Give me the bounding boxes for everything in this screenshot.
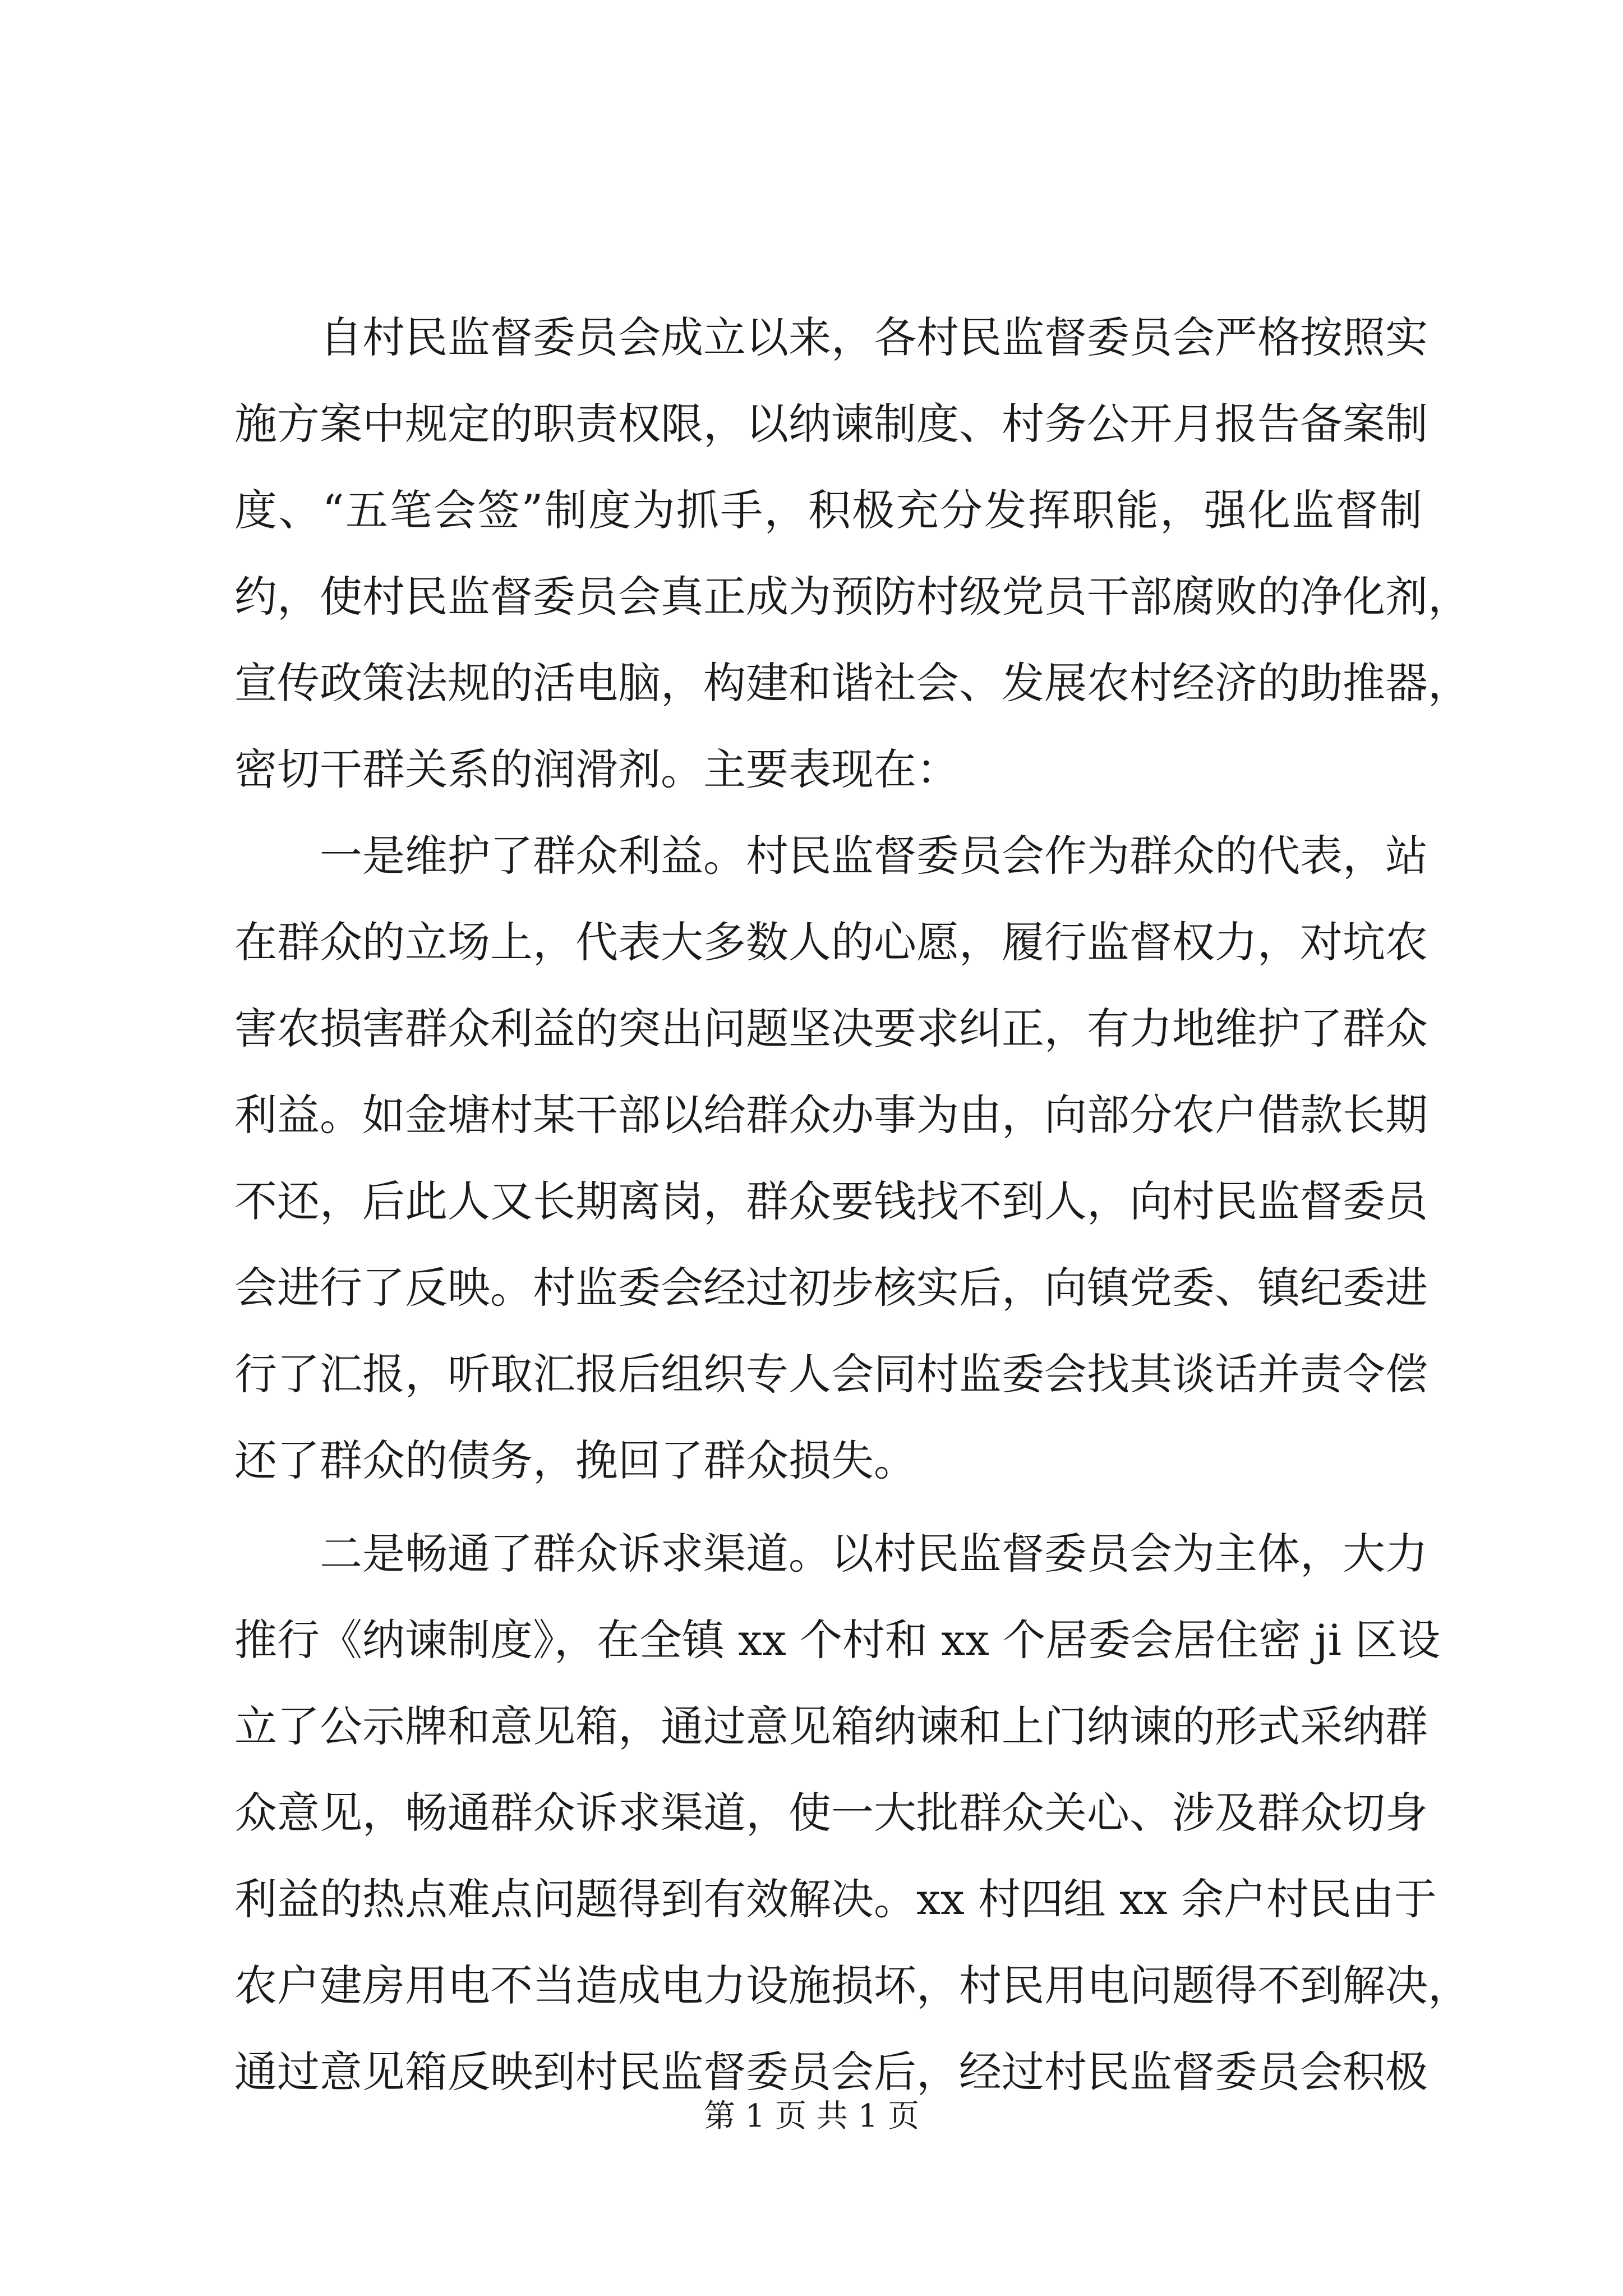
- page-number-label: 第 1 页 共 1 页: [703, 2098, 920, 2134]
- page-footer: [0, 2097, 1623, 2136]
- text-line: 会进行了反映。村监委会经过初步核实后，向镇党委、镇纪委进: [234, 1263, 1428, 1313]
- text-line: 密切干群关系的润滑剂。主要表现在：: [234, 744, 959, 794]
- paragraph-spacer: [234, 1504, 1422, 1511]
- text-line: 农户建房用电不当造成电力设施损坏，村民用电问题得不到解决，: [234, 1961, 1470, 2010]
- text-line: 通过意见箱反映到村民监督委员会后，经过村民监督委员会积极: [234, 2047, 1428, 2097]
- text-line: 不还，后此人又长期离岗，群众要钱找不到人，向村民监督委员: [234, 1176, 1428, 1226]
- text-line: 一是维护了群众利益。村民监督委员会作为群众的代表，站: [320, 831, 1428, 881]
- text-line: 利益的热点难点问题得到有效解决。xx 村四组 xx 余户村民由于: [234, 1874, 1437, 1924]
- text-line: 二是畅通了群众诉求渠道。以村民监督委员会为主体，大力: [320, 1529, 1428, 1579]
- paragraph-intro: [234, 295, 1470, 813]
- text-line: 推行《纳谏制度》，在全镇 xx 个村和 xx 个居委会居住密 ji 区设: [234, 1615, 1441, 1665]
- text-line: 约，使村民监督委员会真正成为预防村级党员干部腐败的净化剂，: [234, 572, 1470, 622]
- text-line: 害农损害群众利益的突出问题坚决要求纠正，有力地维护了群众: [234, 1004, 1428, 1053]
- text-line: 自村民监督委员会成立以来，各村民监督委员会严格按照实: [320, 312, 1428, 362]
- text-line: 行了汇报，听取汇报后组织专人会同村监委会找其谈话并责令偿: [234, 1349, 1428, 1399]
- text-line: 众意见，畅通群众诉求渠道，使一大批群众关心、涉及群众切身: [234, 1788, 1428, 1838]
- text-line: 宣传政策法规的活电脑，构建和谐社会、发展农村经济的助推器，: [234, 658, 1470, 708]
- document-body: [234, 295, 1470, 2115]
- text-line: 利益。如金塘村某干部以给群众办事为由，向部分农户借款长期: [234, 1090, 1428, 1140]
- text-line: 还了群众的债务，挽回了群众损失。: [234, 1435, 916, 1485]
- paragraph-point-one: [234, 813, 1428, 1504]
- text-line: 立了公示牌和意见箱，通过意见箱纳谏和上门纳谏的形式采纳群: [234, 1701, 1428, 1751]
- text-line: 度、“五笔会签”制度为抓手，积极充分发挥职能，强化监督制: [234, 485, 1422, 535]
- text-line: 施方案中规定的职责权限，以纳谏制度、村务公开月报告备案制: [234, 399, 1428, 449]
- paragraph-point-two: [234, 1511, 1470, 2115]
- text-line: 在群众的立场上，代表大多数人的心愿，履行监督权力，对坑农: [234, 917, 1428, 967]
